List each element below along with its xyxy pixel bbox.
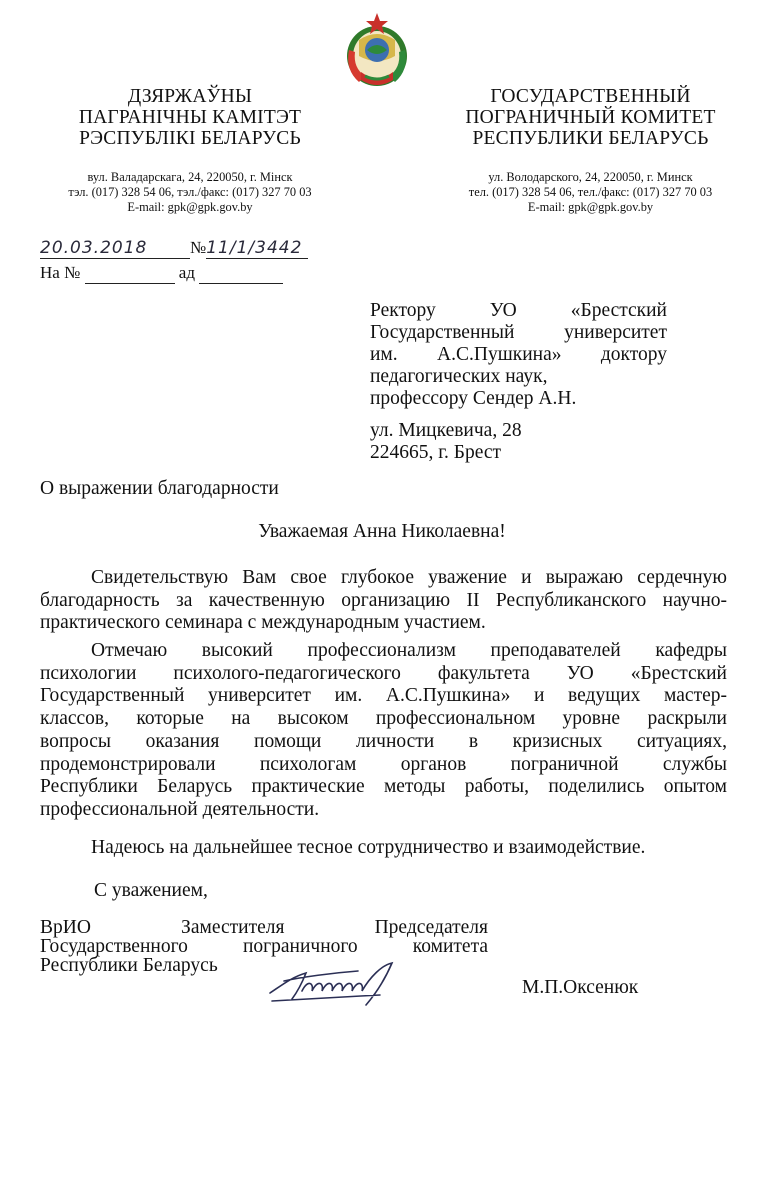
header-left-address: вул. Валадарскага, 24, 220050, г. Мінск (87, 170, 293, 184)
letter-salutation: Уважаемая Анна Николаевна! (258, 521, 506, 542)
registration-number: 11/1/3442 (206, 238, 308, 259)
recipient-street: ул. Мицкевича, 28 (370, 420, 522, 441)
registration-number-sign: № (190, 238, 207, 257)
header-right-address: ул. Володарского, 24, 220050, г. Минск (488, 170, 693, 184)
paragraph-line: практического семинара с международным участием. (40, 612, 486, 634)
header-right-title-line: ГОСУДАРСТВЕННЫЙ (490, 86, 691, 107)
header-left-title-line: ПАГРАНІЧНЫ КАМІТЭТ (78, 107, 302, 128)
paragraph-2 (40, 640, 727, 822)
paragraph-line: профессиональной деятельности. (40, 798, 320, 820)
signature-position-line: ВрИО Заместителя Председателя (40, 917, 488, 938)
paragraph-line: классов, которые на высоком профессиональном уровне раскрыли (40, 708, 727, 730)
reference-line (40, 263, 283, 284)
paragraph-1 (40, 567, 727, 635)
signer-name: М.П.Оксенюк (522, 977, 639, 998)
recipient-line: им. А.С.Пушкина» доктору (370, 344, 667, 365)
paragraph-3 (40, 837, 727, 860)
registration-line (40, 238, 308, 259)
reference-number-blank (85, 263, 175, 284)
recipient-line: профессору Сендер А.Н. (370, 388, 577, 409)
paragraph-line: продемонстрировали психологам органов пограничной службы (40, 753, 727, 775)
paragraph-line: Свидетельствую Вам свое глубокое уважение и выражаю сердечную (91, 567, 727, 588)
reference-label: На № (40, 263, 81, 282)
letter-subject: О выражении благодарности (40, 478, 279, 499)
paragraph-line: благодарность за качественную организацию II Республиканского научно- (40, 589, 727, 611)
header-right-email: E-mail: gpk@gpk.gov.by (527, 200, 654, 214)
header-left-email: E-mail: gpk@gpk.gov.by (127, 200, 253, 214)
header-left-title (40, 86, 340, 149)
recipient-line: педагогических наук, (370, 366, 548, 387)
reference-date-blank (199, 263, 283, 284)
state-emblem-icon (339, 10, 415, 90)
header-left-phones: тэл. (017) 328 54 06, тэл./факс: (017) 327 70 03 (68, 185, 312, 199)
header-right-phones: тел. (017) 328 54 06, тел./факс: (017) 327 70 03 (468, 185, 713, 199)
header-right-title-line: ПОГРАНИЧНЫЙ КОМИТЕТ (465, 107, 716, 128)
paragraph-line: Надеюсь на дальнейшее тесное сотрудничество и взаимодействие. (91, 837, 646, 858)
paragraph-line: Республики Беларусь практические методы работы, поделились опытом (40, 776, 727, 798)
header-right-title (438, 86, 743, 149)
registration-date: 20.03.2018 (40, 238, 190, 259)
signature-position-line: Республики Беларусь (40, 955, 218, 976)
handwritten-signature-icon (262, 955, 422, 1010)
letter-closing: С уважением, (94, 880, 208, 901)
paragraph-line: психологии психолого-педагогического факультета УО «Брестский (40, 662, 727, 684)
header-right-title-line: РЕСПУБЛИКИ БЕЛАРУСЬ (472, 128, 709, 149)
recipient-block (370, 300, 667, 464)
header-left-title-line: РЭСПУБЛІКІ БЕЛАРУСЬ (79, 128, 301, 149)
paragraph-line: Государственный университет им. А.С.Пушкина» и ведущих мастер- (40, 685, 727, 707)
paragraph-line: вопросы оказания помощи личности в кризисных ситуациях, (40, 730, 727, 752)
header-left-title-line: ДЗЯРЖАЎНЫ (127, 86, 253, 107)
recipient-line: Государственный университет (370, 322, 667, 343)
paragraph-line: Отмечаю высокий профессионализм преподавателей кафедры (91, 640, 727, 661)
recipient-city: 224665, г. Брест (370, 442, 502, 463)
header-left-contacts (40, 170, 340, 215)
recipient-line: Ректору УО «Брестский (370, 300, 667, 321)
header-right-contacts (438, 170, 743, 215)
reference-from: ад (178, 263, 195, 282)
signature-position-line: Государственного пограничного комитета (40, 936, 488, 957)
